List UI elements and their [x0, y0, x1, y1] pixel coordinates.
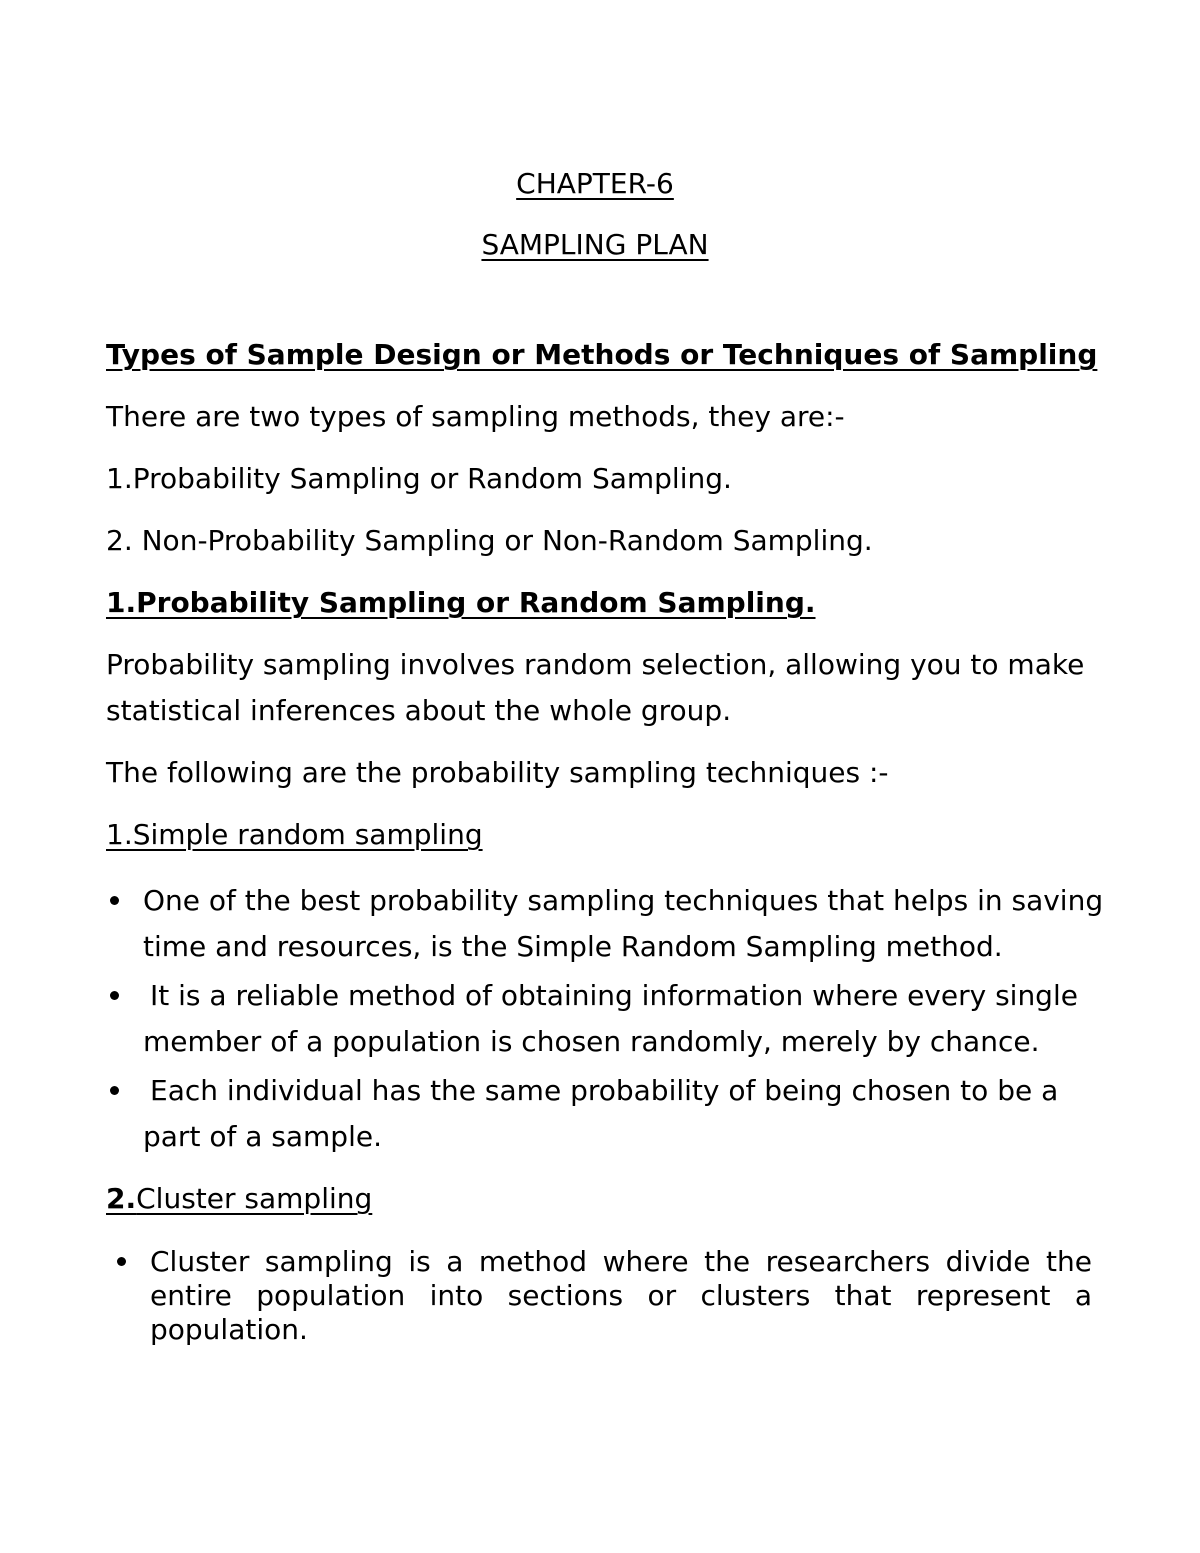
list-item-type-2: 2. Non-Probability Sampling or Non-Random Sampling. — [106, 524, 873, 557]
bullet-icon — [110, 1086, 119, 1095]
section-heading: Types of Sample Design or Methods or Techniques of Sampling — [106, 338, 1098, 371]
cluster-bullet-text: Cluster sampling is a method where the researchers divide the entire population into sections or clusters that represent a population. — [150, 1245, 1092, 1346]
chapter-label: CHAPTER-6 — [516, 167, 674, 200]
bullet-icon — [110, 991, 119, 1000]
simple-random-heading: 1.Simple random sampling — [106, 818, 483, 851]
probability-desc-line-1: Probability sampling involves random selection, allowing you to make — [106, 648, 1085, 681]
bullet-2-line-1: It is a reliable method of obtaining information where every single — [150, 979, 1078, 1012]
bullet-3-line-1: Each individual has the same probability of being chosen to be a — [150, 1074, 1059, 1107]
probability-desc-line-2: statistical inferences about the whole group. — [106, 694, 732, 727]
cluster-heading — [106, 1182, 372, 1216]
bullet-2-line-2: member of a population is chosen randomly, merely by chance. — [143, 1025, 1040, 1058]
bullet-1-line-1: One of the best probability sampling techniques that helps in saving — [143, 884, 1104, 917]
cluster-heading-number: 2. — [106, 1182, 137, 1215]
techniques-intro: The following are the probability sampling techniques :- — [106, 756, 889, 789]
bullet-1-line-2: time and resources, is the Simple Random Sampling method. — [143, 930, 1003, 963]
bullet-icon — [117, 1257, 126, 1266]
intro-paragraph: There are two types of sampling methods, they are:- — [106, 400, 845, 433]
list-item-type-1: 1.Probability Sampling or Random Sampling. — [106, 462, 732, 495]
cluster-heading-text: Cluster sampling — [136, 1182, 373, 1215]
bullet-icon — [110, 896, 119, 905]
page-title: SAMPLING PLAN — [481, 228, 709, 261]
bullet-3-line-2: part of a sample. — [143, 1120, 382, 1153]
probability-heading: 1.Probability Sampling or Random Sampling. — [106, 586, 816, 619]
